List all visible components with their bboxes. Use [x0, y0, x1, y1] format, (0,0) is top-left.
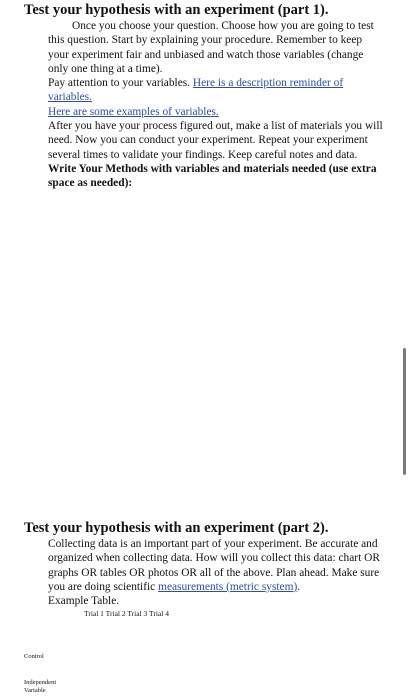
table-row-independent-label [24, 679, 56, 695]
part1-body [48, 19, 384, 191]
part1-materials-paragraph: After you have your process figured out, make a list of materials you will need. Now you can conduct your experiment. Repeat your experiment several times to validate your findings. Keep careful notes and data. [48, 120, 383, 161]
example-table-label: Example Table. [48, 595, 120, 608]
independent-label-line1: Independent [24, 679, 57, 686]
variables-description-link[interactable]: Here is a description reminder of variables. [48, 77, 344, 104]
metric-measurements-link[interactable]: measurements (metric system) [158, 580, 298, 593]
variables-intro-text: Pay attention to your variables. [48, 77, 193, 90]
table-row-control-label: Control [24, 653, 44, 660]
part1-title: Test your hypothesis with an experiment (part 1). [24, 2, 329, 18]
independent-label-line2: Variable [24, 687, 46, 694]
trial-table-header: Trial 1 Trial 2 Trial 3 Trial 4 [84, 609, 169, 619]
variables-examples-link[interactable]: Here are some examples of variables. [48, 105, 219, 118]
part1-variables-paragraph [48, 76, 384, 105]
part2-paragraph-text: Collecting data is an important part of your experiment. Be accurate and organized when collecting data. How will you collect this data: chart OR graphs OR tables OR photos OR all of the above. Plan ahead. Make sure you are doing scientific [48, 538, 380, 593]
methods-prompt: Write Your Methods with variables and materials needed (use extra space as needed): [48, 162, 377, 190]
scrollbar-thumb[interactable] [403, 348, 406, 475]
part2-section [24, 520, 384, 619]
part1-section [24, 2, 384, 191]
part1-paragraph: Once you choose your question. Choose how you are going to test this question. Start by explaining your procedure. Remember to keep your experiment fair and unbiased and watch those variables (change only one thing at a time). [48, 20, 374, 75]
part2-paragraph [48, 537, 384, 594]
part2-paragraph-end: . [297, 580, 301, 593]
part2-body [48, 537, 384, 619]
part2-title: Test your hypothesis with an experiment (part 2). [24, 520, 329, 536]
